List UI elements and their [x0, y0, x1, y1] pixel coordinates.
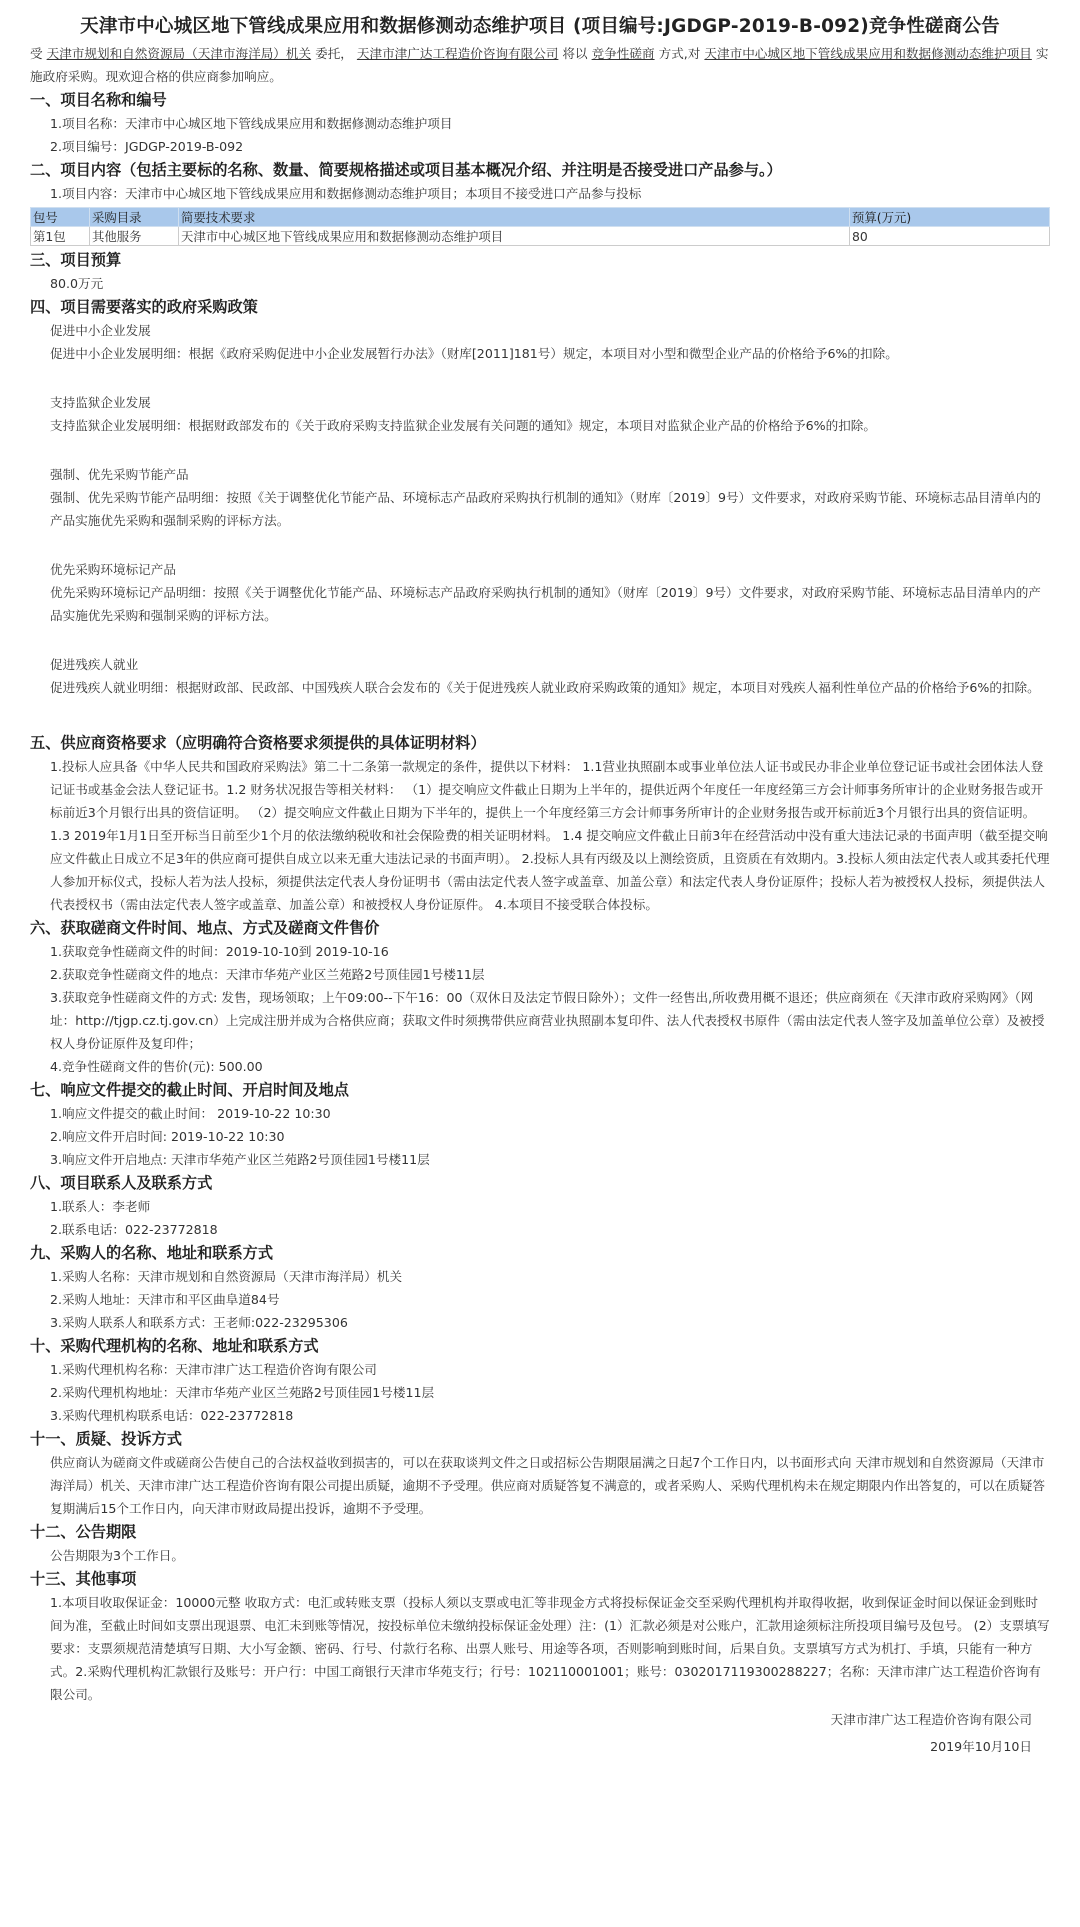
agency-phone-line: 3.采购代理机构联系电话：022-23772818 [50, 1408, 294, 1423]
section-heading: 五、供应商资格要求（应明确符合资格要求须提供的具体证明材料） [30, 734, 486, 752]
agency-name-line: 1.采购代理机构名称：天津市津广达工程造价咨询有限公司 [50, 1362, 377, 1377]
table-row [31, 227, 1050, 246]
section-heading: 十、采购代理机构的名称、地址和联系方式 [30, 1337, 319, 1355]
contact-line: 1.联系人：李老师 [50, 1199, 151, 1214]
col-header: 采购目录 [90, 208, 179, 227]
complaint-text: 供应商认为磋商文件或磋商公告使自己的合法权益收到损害的，可以在获取谈判文件之日或招标公告期限届满之日起7个工作日内，以书面形式向 天津市规划和自然资源局（天津市海洋局）机关、天津市津广达工程造价咨询有限公司提出质疑，逾期不予受理。供应商对质疑答复不满意的，或者采购人、采购代理机构未在规定期限内作出答复的，可以在质疑答复期满后15个工作日内，向天津市财政局提出投诉，逾期不予受理。 [50, 1455, 1045, 1516]
table-header-row [31, 208, 1050, 227]
doc-time-line: 1.获取竞争性磋商文件的时间：2019-10-10到 2019-10-16 [50, 944, 389, 959]
intro-text: 委托， [315, 46, 353, 61]
section-heading: 一、项目名称和编号 [30, 91, 167, 109]
policy-detail: 促进残疾人就业明细：根据财政部、民政部、中国残疾人联合会发布的《关于促进残疾人就业政府采购政策的通知》规定，本项目对残疾人福利性单位产品的价格给予6%的扣除。 [50, 680, 1040, 695]
purchaser-name-line: 1.采购人名称：天津市规划和自然资源局（天津市海洋局）机关 [50, 1269, 403, 1284]
policy-title: 优先采购环境标记产品 [50, 562, 176, 577]
doc-price-line: 4.竞争性磋商文件的售价(元): 500.00 [50, 1059, 263, 1074]
qualification-text: 1.投标人应具备《中华人民共和国政府采购法》第二十二条第一款规定的条件，提供以下材料： 1.1营业执照副本或事业单位法人证书或民办非企业单位登记证书或社会团体法人登记证书或基金会法人登记证书。1.2 财务状况报告等相关材料： （1）提交响应文件截止日期为上半年的，提供近两个年度任一年度经第三方会计师事务所审计的企业财务报告或开标前近3个月银行出具的资信证明。 （2）提交响应文件截止日期为下半年的，提供上一个年度经第三方会计师事务所审计的企业财务报告或开标前近3个月银行出具的资信证明。 1.3 2019年1月1日至开标当日前至少1个月的依法缴纳税收和社会保险费的相关证明材料。 1.4 提交响应文件截止日前3年在经营活动中没有重大违法记录的书面声明（截至提交响应文件截止日成立不足3年的供应商可提供自成立以来无重大违法记录的书面声明）。 2.投标人具有丙级及以上测绘资质，且资质在有效期内。3.投标人须由法定代表人或其委托代理人参加开标仪式，投标人若为法人投标，须提供法定代表人身份证明书（需由法定代表人签字或盖章、加盖公章）和法定代表人身份证原件；投标人若为被授权人投标，须提供法人代表授权书（需由法定代表人签字或盖章、加盖公章）和被授权人身份证原件。 4.本项目不接受联合体投标。 [50, 759, 1050, 912]
project-code-line: 2.项目编号：JGDGP-2019-B-092 [50, 139, 244, 154]
section-heading: 十二、公告期限 [30, 1523, 137, 1541]
section-heading: 四、项目需要落实的政府采购政策 [30, 298, 258, 316]
project-content-line: 1.项目内容：天津市中心城区地下管线成果应用和数据修测动态维护项目；本项目不接受进口产品参与投标 [50, 186, 642, 201]
table-cell: 其他服务 [90, 227, 179, 246]
notice-document [30, 0, 1050, 1760]
project-name: 天津市中心城区地下管线成果应用和数据修测动态维护项目 [704, 46, 1032, 61]
policy-title: 促进残疾人就业 [50, 657, 139, 672]
policy-title: 促进中小企业发展 [50, 323, 151, 338]
table-cell: 80 [850, 227, 1050, 246]
agency-address-line: 2.采购代理机构地址：天津市华苑产业区兰苑路2号顶佳园1号楼11层 [50, 1385, 435, 1400]
intro-text: 将以 [562, 46, 588, 61]
section-heading: 二、项目内容（包括主要标的名称、数量、简要规格描述或项目基本概况介绍、并注明是否接受进口产品参与。） [30, 161, 782, 179]
procurement-method: 竞争性磋商 [591, 46, 655, 61]
section-heading: 八、项目联系人及联系方式 [30, 1174, 213, 1192]
signature-org: 天津市津广达工程造价咨询有限公司 [830, 1712, 1032, 1727]
policy-title: 强制、优先采购节能产品 [50, 467, 189, 482]
policy-detail: 支持监狱企业发展明细：根据财政部发布的《关于政府采购支持监狱企业发展有关问题的通知》规定，本项目对监狱企业产品的价格给予6%的扣除。 [50, 418, 876, 433]
table-cell: 天津市中心城区地下管线成果应用和数据修测动态维护项目 [179, 227, 850, 246]
project-name-line: 1.项目名称：天津市中心城区地下管线成果应用和数据修测动态维护项目 [50, 116, 453, 131]
section-heading: 十一、质疑、投诉方式 [30, 1430, 182, 1448]
entrusting-party: 天津市规划和自然资源局（天津市海洋局）机关 [46, 46, 312, 61]
deadline-line: 1.响应文件提交的截止时间： 2019-10-22 10:30 [50, 1106, 331, 1121]
other-matters-text: 1.本项目收取保证金：10000元整 收取方式：电汇或转账支票（投标人须以支票或电汇等非现金方式将投标保证金交至采购代理机构并取得收据，收到保证金时间以保证金到账时间为准，至截止时间如支票出现退票、电汇未到账等情况，按投标单位未缴纳投标保证金处理）注：(1）汇款必须是对公账户，汇款用途须标注所投项目编号及包号。 (2）支票填写要求：支票须规范清楚填写日期、大小写金额、密码、行号、付款行名称、出票人账号、用途等各项，否则影响到账时间，后果自负。支票填写方式为机打、手填，只能有一种方式。2.采购代理机构汇款银行及账号：开户行：中国工商银行天津市华苑支行；行号：102110001001；账号：0302017119300288227；名称：天津市津广达工程造价咨询有限公司。 [50, 1595, 1050, 1702]
intro-text: 实施政府采购。现欢迎合格的供应商参加响应。 [30, 46, 1049, 84]
col-header: 简要技术要求 [179, 208, 850, 227]
page-title: 天津市中心城区地下管线成果应用和数据修测动态维护项目 (项目编号:JGDGP-2019-B-092)竞争性磋商公告 [80, 16, 1000, 37]
intro-text: 受 [30, 46, 43, 61]
agency-name: 天津市津广达工程造价咨询有限公司 [356, 46, 559, 61]
policy-detail: 强制、优先采购节能产品明细：按照《关于调整优化节能产品、环境标志产品政府采购执行机制的通知》（财库〔2019〕9号）文件要求，对政府采购节能、环境标志品目清单内的产品实施优先采购和强制采购的评标方法。 [50, 490, 1041, 528]
doc-method-line: 3.获取竞争性磋商文件的方式: 发售，现场领取；上午09:00--下午16：00（双休日及法定节假日除外）；文件一经售出,所收费用概不退还；供应商须在《天津市政府采购网》（网址：http://tjgp.cz.tj.gov.cn）上完成注册并成为合格供应商；获取文件时须携带供应商营业执照副本复印件、法人代表授权书原件（需由法定代表人签字及加盖单位公章）及被授权人身份证原件及复印件； [50, 990, 1045, 1051]
intro-text: 方式,对 [658, 46, 701, 61]
section-heading: 三、项目预算 [30, 251, 122, 269]
package-table [30, 207, 1050, 246]
phone-line: 2.联系电话：022-23772818 [50, 1222, 218, 1237]
open-place-line: 3.响应文件开启地点: 天津市华苑产业区兰苑路2号顶佳园1号楼11层 [50, 1152, 430, 1167]
purchaser-contact-line: 3.采购人联系人和联系方式：王老师:022-23295306 [50, 1315, 348, 1330]
section-heading: 九、采购人的名称、地址和联系方式 [30, 1244, 273, 1262]
section-heading: 十三、其他事项 [30, 1570, 137, 1588]
doc-place-line: 2.获取竞争性磋商文件的地点：天津市华苑产业区兰苑路2号顶佳园1号楼11层 [50, 967, 485, 982]
signature-date: 2019年10月10日 [930, 1739, 1032, 1754]
policy-detail: 促进中小企业发展明细：根据《政府采购促进中小企业发展暂行办法》（财库[2011]181号）规定，本项目对小型和微型企业产品的价格给予6%的扣除。 [50, 346, 898, 361]
section-heading: 七、响应文件提交的截止时间、开启时间及地点 [30, 1081, 349, 1099]
budget-amount: 80.0万元 [50, 276, 104, 291]
section-heading: 六、获取磋商文件时间、地点、方式及磋商文件售价 [30, 919, 380, 937]
policy-title: 支持监狱企业发展 [50, 395, 151, 410]
open-time-line: 2.响应文件开启时间: 2019-10-22 10:30 [50, 1129, 285, 1144]
table-cell: 第1包 [31, 227, 90, 246]
notice-period-text: 公告期限为3个工作日。 [50, 1548, 184, 1563]
col-header: 预算(万元) [850, 208, 1050, 227]
policy-detail: 优先采购环境标记产品明细：按照《关于调整优化节能产品、环境标志产品政府采购执行机制的通知》（财库〔2019〕9号）文件要求，对政府采购节能、环境标志品目清单内的产品实施优先采购和强制采购的评标方法。 [50, 585, 1041, 623]
intro-paragraph [30, 42, 1050, 88]
purchaser-address-line: 2.采购人地址：天津市和平区曲阜道84号 [50, 1292, 280, 1307]
col-header: 包号 [31, 208, 90, 227]
